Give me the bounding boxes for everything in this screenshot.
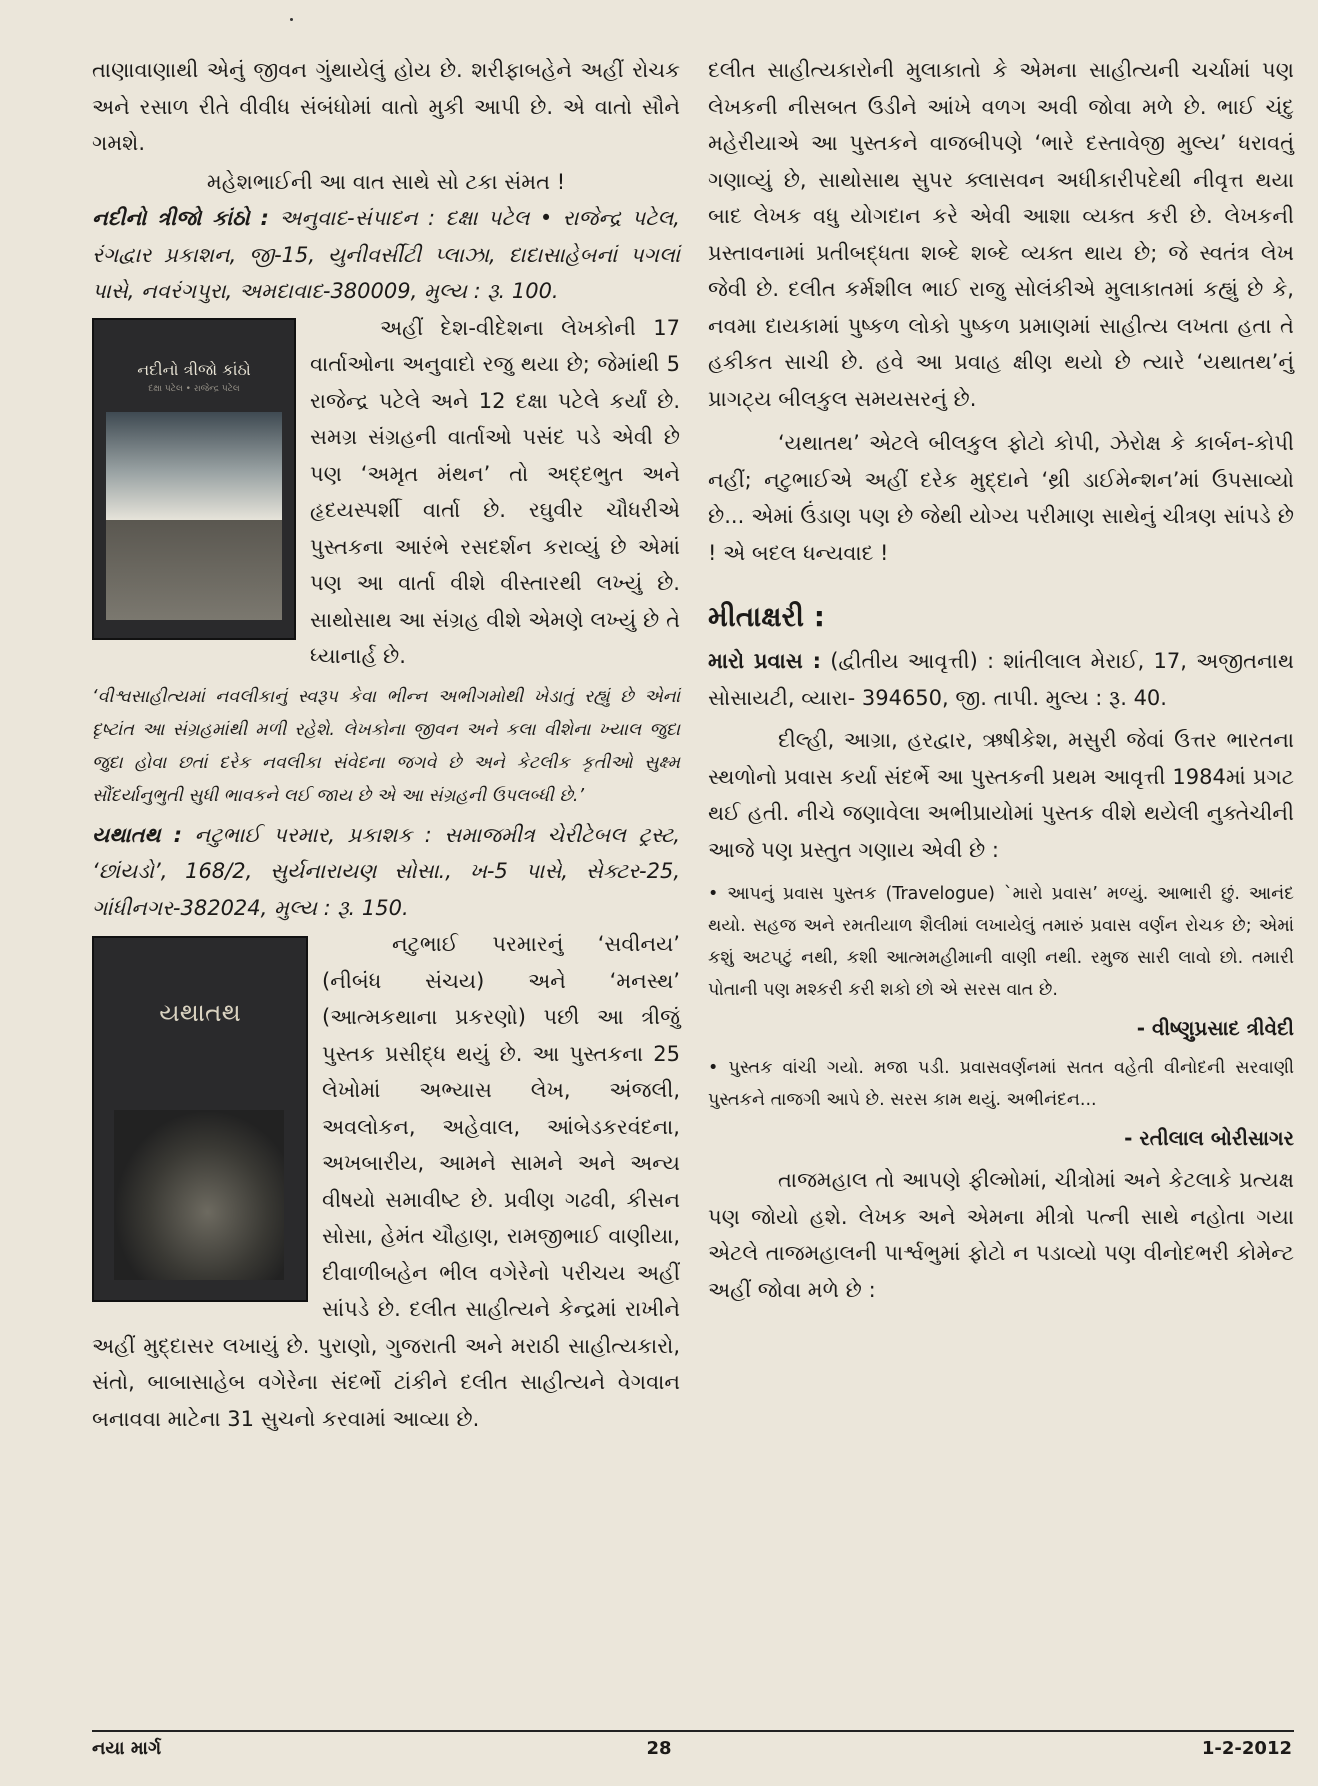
right-paragraph-3: દીલ્હી, આગ્રા, હરદ્વાર, ઋષીકેશ, મસુરી જેવાં ઉત્તર ભારતના સ્થળોનો પ્રવાસ કર્યા સંદર્ભે આ પુસ્તકની પ્રથમ આવૃત્તી 1984માં પ્રગટ થઈ હતી. નીચે જણાવેલા અભીપ્રાયોમાં પુસ્તક વીશે થયેલી નુક્તેચીની આજે પણ પ્રસ્તુત ગણાય એવી છે :: [708, 728, 1294, 862]
book1-cover-title: નદીનો ત્રીજો કાંઠો: [137, 359, 251, 379]
book2-cover-image: [92, 936, 308, 1302]
reader-quote-1: • આપનું પ્રવાસ પુસ્તક (Travelogue) `મારો પ્રવાસ’ મળ્યું. આભારી છું. આનંદ થયો. સહજ અને રમતીયાળ શૈલીમાં લખાયેલું તમારું પ્રવાસ વર્ણન રોચક છે; એમાં કશું અટપટું નથી, કશી આત્મમહીમાની વાણી નથી. રમુજ સારી લાવો છો. તમારી પોતાની પણ મશ્કરી કરી શકો છો એ સરસ વાત છે.: [708, 884, 1294, 1000]
left-paragraph-2: મહેશભાઈની આ વાત સાથે સો ટકા સંમત !: [206, 169, 566, 194]
quote-1-signature: - વીષ્ણુપ્રસાદ ત્રીવેદી: [1136, 1016, 1294, 1040]
footer-magazine-name: નયા માર્ગ: [92, 1738, 162, 1759]
book2-details: નટુભાઈ પરમાર, પ્રકાશક : સમાજમીત્ર ચેરીટેબલ ટ્રસ્ટ, ‘છાંયડો’, 168/2, સુર્યનારાયણ સોસા., ખ-5 પાસે, સેક્ટર-25, ગાંધીનગર-382024, મુલ્ય : રૂ. 150.: [92, 822, 680, 920]
cover-ground-art: [106, 520, 282, 620]
left-column: [92, 52, 680, 1437]
book2-cover-title: યથાતથ: [159, 998, 241, 1027]
footer-date: 1-2-2012: [1201, 1738, 1292, 1759]
reader-quote-2: • પુસ્તક વાંચી ગયો. મજા પડી. પ્રવાસવર્ણનમાં સતત વહેતી વીનોદની સરવાણી પુસ્તકને તાજગી આપે છે. સરસ કામ થયું. અભીનંદન...: [708, 1058, 1294, 1110]
book3-details: (દ્વીતીય આવૃત્તી) : શાંતીલાલ મેરાઈ, 17, અજીતનાથ સોસાયટી, વ્યારા- 394650, જી. તાપી. મુલ્ય : રૂ. 40.: [708, 649, 1295, 710]
right-paragraph-4: તાજમહાલ તો આપણે ફીલ્મોમાં, ચીત્રોમાં અને કેટલાકે પ્રત્યક્ષ પણ જોયો હશે. લેખક અને એમના મીત્રો પત્ની સાથે નહોતા ગયા એટલે તાજમહાલની પાર્શ્વભુમાં ફોટો ન પડાવ્યો પણ વીનોદભરી કોમેન્ટ અહીં જોવા મળે છે :: [708, 1168, 1294, 1302]
footer-rule: [92, 1730, 1294, 1732]
book3-title: મારો પ્રવાસ :: [708, 649, 821, 673]
footer-page-number: 28: [646, 1738, 672, 1759]
book2-reference: [92, 817, 680, 927]
book2-title: યથાતથ :: [92, 822, 183, 847]
book3-reference: [708, 643, 1294, 716]
book1-quote: ‘વીશ્વસાહીત્યમાં નવલીકાનું સ્વરૂપ કેવા ભીન્ન અભીગમોથી ખેડાતું રહ્યું છે એનાં દૃષ્ટાંત આ સંગ્રહમાંથી મળી રહેશે. લેખકોના જીવન અને કલા વીશેના ખ્યાલ જુદા જુદા હોવા છતાં દરેક નવલીકા સંવેદના જગવે છે અને કેટલીક કૃતીઓ સુક્ષ્મ સૌંદર્યાનુભુતી સુધી ભાવકને લઈ જાય છે એ આ સંગ્રહની ઉપલબ્ધી છે.’: [92, 686, 680, 806]
right-column: [708, 52, 1294, 1308]
cover-tree-art: [114, 1110, 284, 1280]
book1-cover-subtitle: દક્ષા પટેલ • રાજેન્દ્ર પટેલ: [148, 383, 240, 394]
book1-reference: [92, 200, 680, 310]
left-paragraph-1: તાણાવાણાથી એનું જીવન ગુંથાયેલું હોય છે. શરીફાબહેને અહીં રોચક અને રસાળ રીતે વીવીધ સંબંધોમાં વાતો મુકી આપી છે. એ વાતો સૌને ગમશે.: [92, 58, 680, 155]
right-paragraph-2: ‘યથાતથ’ એટલે બીલકુલ ફોટો કોપી, ઝેરોક્ષ કે કાર્બન-કોપી નહીં; નટુભાઈએ અહીં દરેક મુદ્દાને ‘થ્રી ડાઈમેન્શન’માં ઉપસાવ્યો છે... એમાં ઉંડાણ પણ છે જેથી યોગ્ય પરીમાણ સાથેનું ચીત્રણ સાંપડે છે ! એ બદલ ધન્યવાદ !: [708, 431, 1294, 565]
book1-title: નદીનો ત્રીજો કાંઠો :: [92, 206, 269, 230]
cover-sky-art: [106, 412, 282, 522]
left-paragraph-3: અહીં દેશ-વીદેશના લેખકોની 17 વાર્તાઓના અનુવાદો રજુ થયા છે; જેમાંથી 5 રાજેન્દ્ર પટેલે અને 12 દક્ષા પટેલે કર્યાં છે. સમગ્ર સંગ્રહની વાર્તાઓ પસંદ પડે એવી છે પણ ‘અમૃત મંથન’ તો અદ્દભુત અને હૃદયસ્પર્શી વાર્તા છે. રઘુવીર ચૌધરીએ પુસ્તકના આરંભે રસદર્શન કરાવ્યું છે એમાં પણ આ વાર્તા વીશે વીસ્તારથી લખ્યું છે. સાથોસાથ આ સંગ્રહ વીશે એમણે લખ્યું છે તે ધ્યાનાર્હ છે.: [310, 315, 680, 668]
book1-details: અનુવાદ-સંપાદન : દક્ષા પટેલ • રાજેન્દ્ર પટેલ, રંગદ્વાર પ્રકાશન, જી-15, યુનીવર્સીટી પ્લાઝા, દાદાસાહેબનાં પગલાં પાસે, નવરંગપુરા, અમદાવાદ-380009, મુલ્ય : રૂ. 100.: [92, 206, 680, 303]
left-paragraph-4: નટુભાઈ પરમારનું ‘સવીનય’ (નીબંધ સંચય) અને ‘મનસ્થ’ (આત્મકથાના પ્રકરણો) પછી આ ત્રીજું પુસ્તક પ્રસીદ્ધ થયું છે. આ પુસ્તકના 25 લેખોમાં અભ્યાસ લેખ, અંજલી, અવલોકન, અહેવાલ, આંબેડકરવંદના, અખબારીય, આમને સામને અને અન્ય વીષયો સમાવીષ્ટ છે. પ્રવીણ ગઢવી, કીસન સોસા, હેમંત ચૌહાણ, રામજીભાઈ વાણીયા, દીવાળીબહેન ભીલ વગેરેનો પરીચય અહીં સાંપડે છે. દલીત સાહીત્યને કેન્દ્રમાં રાખીને અહીં મુદ્દાસર લખાયું છે. પુરાણો, ગુજરાતી અને મરાઠી સાહીત્યકારો, સંતો, બાબાસાહેબ વગેરેના સંદર્ભો ટાંકીને દલીત સાહીત્યને વેગવાન બનાવવા માટેના 31 સુચનો કરવામાં આવ્યા છે.: [92, 932, 680, 1431]
book1-cover-image: [92, 318, 296, 640]
right-paragraph-1: દલીત સાહીત્યકારોની મુલાકાતો કે એમના સાહીત્યની ચર્ચામાં પણ લેખકની નીસબત ઉડીને આંખે વળગ અવી જોવા મળે છે. ભાઈ ચંદુ મહેરીયાએ આ પુસ્તકને વાજબીપણે ‘ભારે દસ્તાવેજી મુલ્ય’ ધરાવતું ગણાવ્યું છે, સાથોસાથ સુપર ક્લાસવન અધીકારીપદેથી નીવૃત્ત થયા બાદ લેખક વધુ યોગદાન કરે એવી આશા વ્યક્ત કરી છે. લેખકની પ્રસ્તાવનામાં પ્રતીબદ્ધતા શબ્દે શબ્દે વ્યક્ત થાય છે; જે સ્વતંત્ર લેખ જેવી છે. દલીત કર્મશીલ ભાઈ રાજુ સોલંકીએ મુલાકાતમાં કહ્યું છે કે, નવમા દાયકામાં પુષ્કળ લોકો પુષ્કળ પ્રમાણમાં સાહીત્ય લખતા હતા તે હકીકત સાચી છે. હવે આ પ્રવાહ ક્ષીણ થયો છે ત્યારે ‘યથાતથ’નું પ્રાગટ્ય બીલકુલ સમયસરનું છે.: [708, 58, 1294, 411]
section-heading: મીતાક્ષરી :: [708, 600, 825, 633]
quote-2-signature: - રતીલાલ બોરીસાગર: [1124, 1126, 1294, 1150]
print-speck: [290, 18, 293, 21]
